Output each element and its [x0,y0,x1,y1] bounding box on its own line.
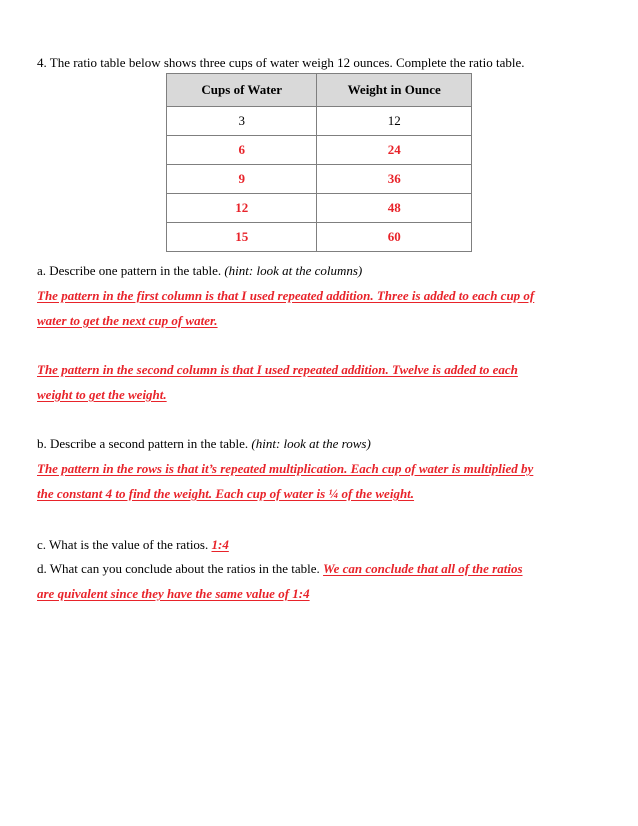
question-d-text: d. What can you conclude about the ratios in the table. [37,561,320,576]
answer-a1-line1: The pattern in the first column is that I used repeated addition. Three is added to each cup of [37,288,535,303]
cell-weight: 60 [317,223,472,252]
question-4-prompt: 4. The ratio table below shows three cups of water weigh 12 ounces. Complete the ratio table. [37,55,525,70]
table-row [167,223,472,252]
table-row [167,194,472,223]
header-weight-in-ounce: Weight in Ounce [317,74,472,107]
cell-cups: 12 [167,194,317,223]
header-cups-of-water: Cups of Water [167,74,317,107]
question-a-text: a. Describe one pattern in the table. [37,263,222,278]
table-row [167,136,472,165]
cell-cups: 9 [167,165,317,194]
answer-b-line2: the constant 4 to find the weight. Each cup of water is ¼ of the weight. [37,486,415,501]
table-row [167,107,472,136]
answer-a2-line1: The pattern in the second column is that I used repeated addition. Twelve is added to each [37,362,518,377]
question-a [37,263,362,279]
cell-weight: 36 [317,165,472,194]
question-c-text: c. What is the value of the ratios. [37,537,209,552]
ratio-table [166,73,472,252]
answer-a1-line2: water to get the next cup of water. [37,313,218,328]
question-d [37,561,523,577]
table-header-row [167,74,472,107]
answer-c: 1:4 [211,537,229,552]
cell-weight: 48 [317,194,472,223]
question-b-hint: (hint: look at the rows) [251,436,371,451]
cell-cups: 6 [167,136,317,165]
question-b [37,436,371,452]
cell-cups: 15 [167,223,317,252]
question-a-hint: (hint: look at the columns) [224,263,363,278]
answer-b-line1: The pattern in the rows is that it’s repeated multiplication. Each cup of water is multiplied by [37,461,534,476]
answer-a2-line2: weight to get the weight. [37,387,167,402]
cell-cups: 3 [167,107,317,136]
cell-weight: 12 [317,107,472,136]
question-b-text: b. Describe a second pattern in the table. [37,436,249,451]
table-row [167,165,472,194]
answer-d-line1: We can conclude that all of the ratios [323,561,523,576]
answer-d-line2: are quivalent since they have the same value of 1:4 [37,586,310,601]
cell-weight: 24 [317,136,472,165]
question-c [37,537,229,553]
